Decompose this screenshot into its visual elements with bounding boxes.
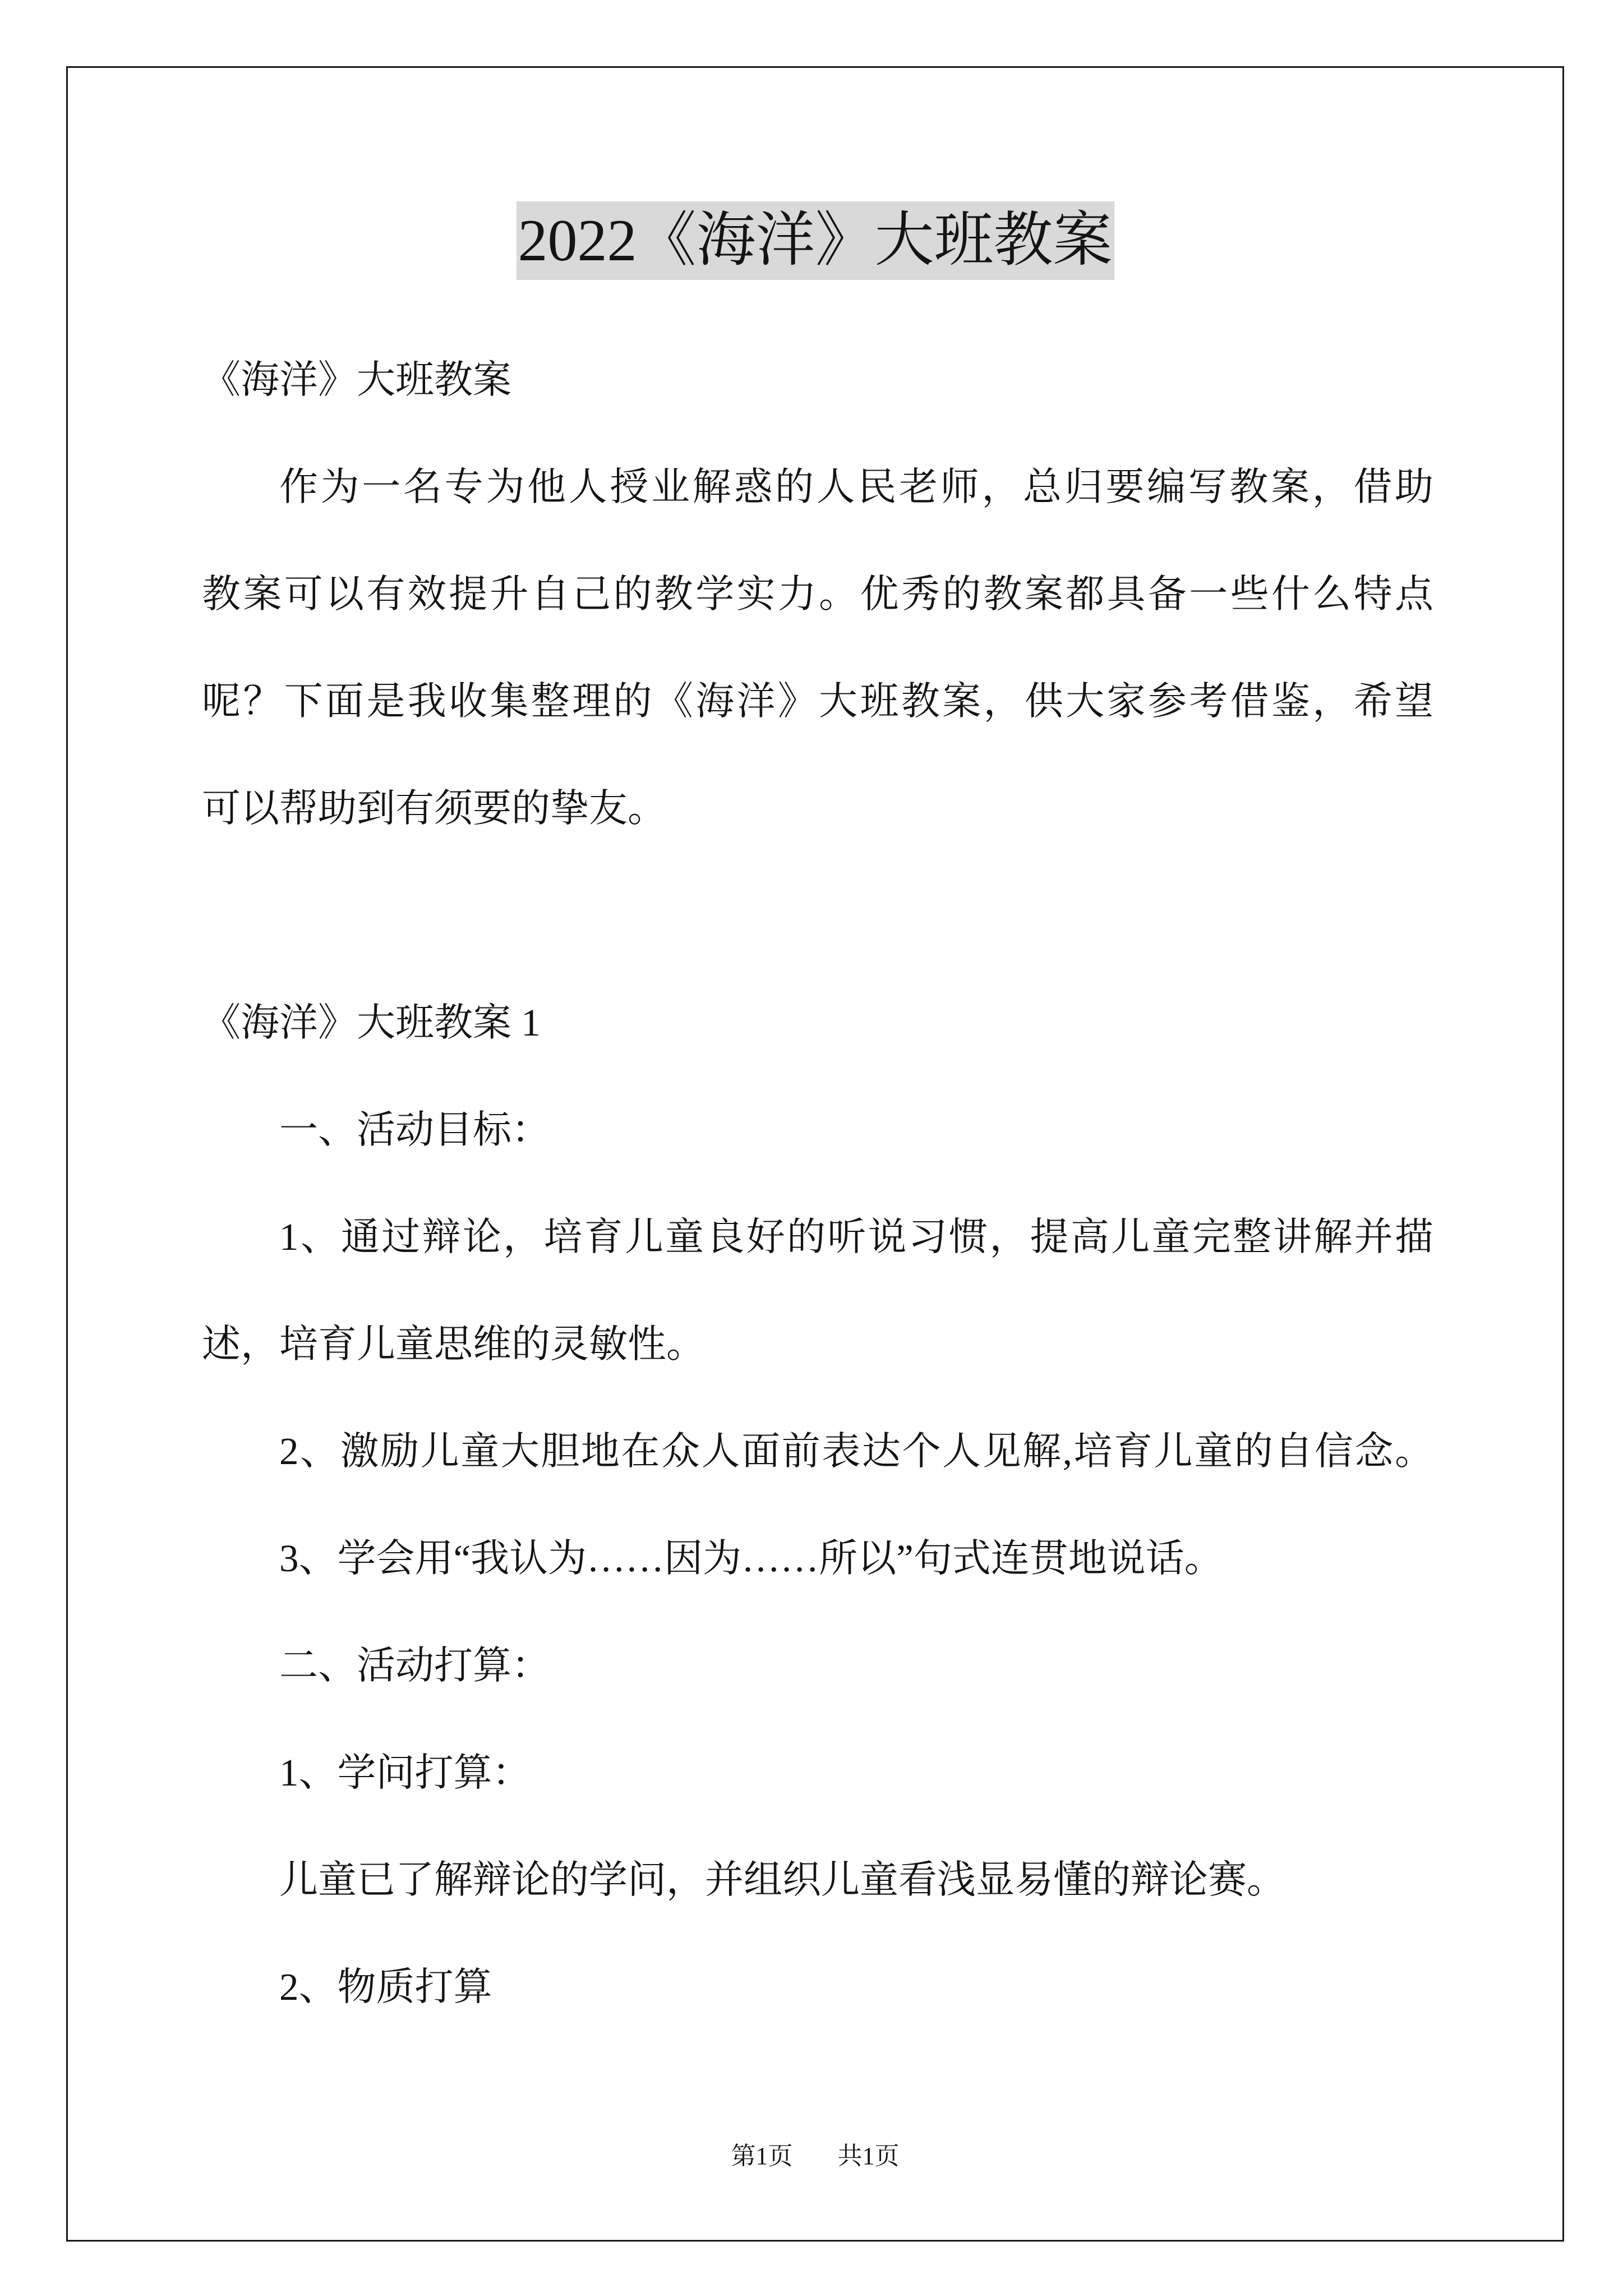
material-preparation-heading: 2、物质打算: [279, 1966, 492, 2008]
goal-item-line: 1、通过辩论，培育儿童良好的听说习惯，提高儿童完整讲解并描: [279, 1216, 1433, 1258]
goal-item-line: 述，培育儿童思维的灵敏性。: [202, 1323, 705, 1365]
goal-item-line: 2、激励儿童大胆地在众人面前表达个人见解,培育儿童的自信念。: [279, 1430, 1433, 1473]
intro-paragraph-line: 呢？下面是我收集整理的《海洋》大班教案，供大家参考借鉴，希望: [202, 680, 1433, 723]
title-row: [66, 201, 1564, 280]
intro-heading: 《海洋》大班教案: [202, 358, 511, 401]
paragraph-spacer: [202, 862, 1433, 969]
footer-page-number: 第1页: [731, 2142, 793, 2170]
page-footer: [66, 2139, 1564, 2173]
knowledge-preparation-heading: 1、学问打算：: [279, 1751, 531, 1794]
goals-heading: 一、活动目标：: [279, 1108, 550, 1151]
lesson-heading: 《海洋》大班教案 1: [202, 1001, 541, 1044]
intro-paragraph-line: 教案可以有效提升自己的教学实力。优秀的教案都具备一些什么特点: [202, 573, 1433, 615]
document-title: 2022《海洋》大班教案: [517, 201, 1114, 280]
knowledge-preparation-text: 儿童已了解辩论的学问，并组织儿童看浅显易懂的辩论赛。: [279, 1858, 1285, 1901]
goal-item-line: 3、学会用“我认为……因为……所以”句式连贯地说话。: [279, 1537, 1223, 1580]
footer-page-total: 共1页: [837, 2142, 900, 2170]
intro-paragraph-line: 作为一名专为他人授业解惑的人民老师，总归要编写教案，借助: [279, 466, 1433, 508]
preparation-heading: 二、活动打算：: [279, 1644, 550, 1687]
intro-paragraph-line: 可以帮助到有须要的挚友。: [202, 787, 666, 830]
document-body: [202, 326, 1433, 2041]
